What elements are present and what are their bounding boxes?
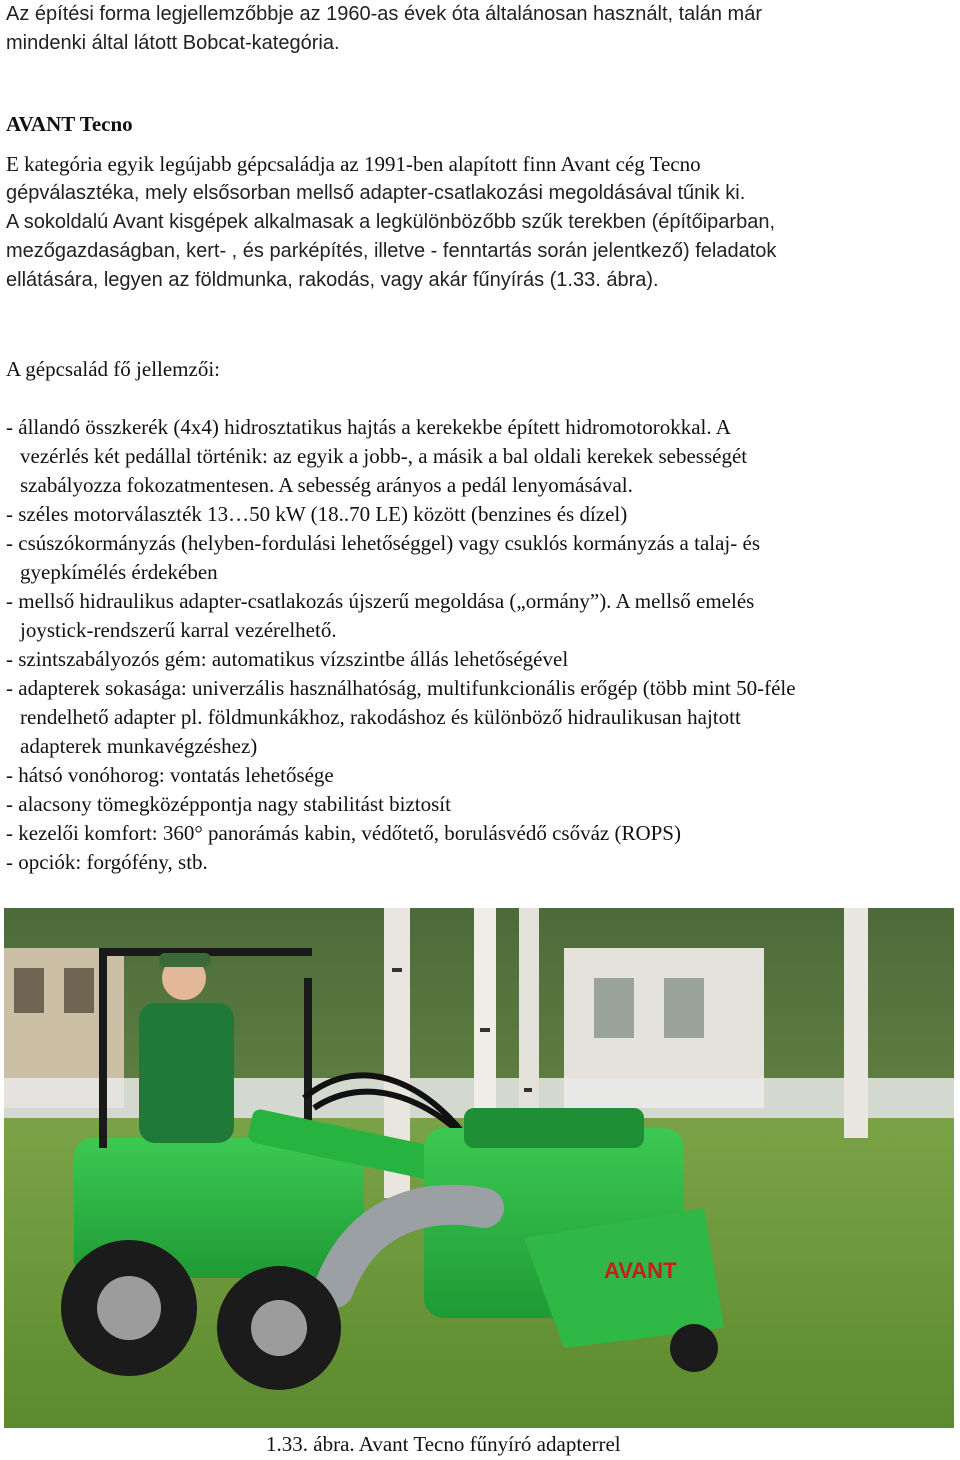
feature-line: - szintszabályozós gém: automatikus vízszintbe állás lehetőségével [6,647,569,671]
section-title: AVANT Tecno [6,112,133,136]
feature-line: - mellső hidraulikus adapter-csatlakozás újszerű megoldása („ormány”). A mellső emelés [6,589,755,613]
feature-line: - adapterek sokasága: univerzális használhatóság, multifunkcionális erőgép (több mint 50-féle [6,676,796,700]
intro-line-2: mindenki által látott Bobcat-kategória. [6,32,340,54]
feature-line: - állandó összkerék (4x4) hidrosztatikus hajtás a kerekekbe épített hidromotorokkal. A [6,415,731,439]
intro-line-1: Az építési forma legjellemzőbbje az 1960-as évek óta általánosan használt, talán már [6,3,762,25]
feature-line: - széles motorválaszték 13…50 kW (18..70 LE) között (benzines és dízel) [6,502,628,526]
section-para-line-4: mezőgazdaságban, kert- , és parképítés, illetve - fenntartás során jelentkező) feladatok [6,240,777,262]
section-para-line-5: ellátására, legyen az földmunka, rakodás, vagy akár fűnyírás (1.33. ábra). [6,269,659,291]
feature-line: adapterek munkavégzéshez) [20,734,258,758]
feature-line: - csúszókormányzás (helyben-fordulási lehetőséggel) vagy csuklós kormányzás a talaj- és [6,531,760,555]
feature-line: - opciók: forgófény, stb. [6,850,208,874]
feature-line: joystick-rendszerű karral vezérelhető. [20,618,337,642]
section-para-line-1: E kategória egyik legújabb gépcsaládja az 1991-ben alapított finn Avant cég Tecno [6,152,701,176]
feature-line: gyepkímélés érdekében [20,560,218,584]
feature-line: - kezelői komfort: 360° panorámás kabin, védőtető, borulásvédő csőváz (ROPS) [6,821,681,845]
section-para-line-2: gépválasztéka, mely elsősorban mellső adapter-csatlakozási megoldásával tűnik ki. [6,182,746,204]
section-para-line-3: A sokoldalú Avant kisgépek alkalmasak a legkülönbözőbb szűk terekben (építőiparban, [6,211,776,233]
feature-line: - alacsony tömegközéppontja nagy stabilitást biztosít [6,792,451,816]
feature-line: szabályozza fokozatmentesen. A sebesség arányos a pedál lenyomásával. [20,473,633,497]
figure-avant-tecno-photo [4,908,954,1428]
figure-caption: 1.33. ábra. Avant Tecno fűnyíró adapterrel [266,1432,621,1456]
feature-line: - hátsó vonóhorog: vontatás lehetősége [6,763,334,787]
machine-brand-logo: AVANT [604,1258,677,1283]
feature-line: rendelhető adapter pl. földmunkákhoz, rakodáshoz és különböző hidraulikusan hajtott [20,705,741,729]
features-heading: A gépcsalád fő jellemzői: [6,357,221,381]
feature-line: vezérlés két pedállal történik: az egyik a jobb-, a másik a bal oldali kerekek sebességét [20,444,748,468]
